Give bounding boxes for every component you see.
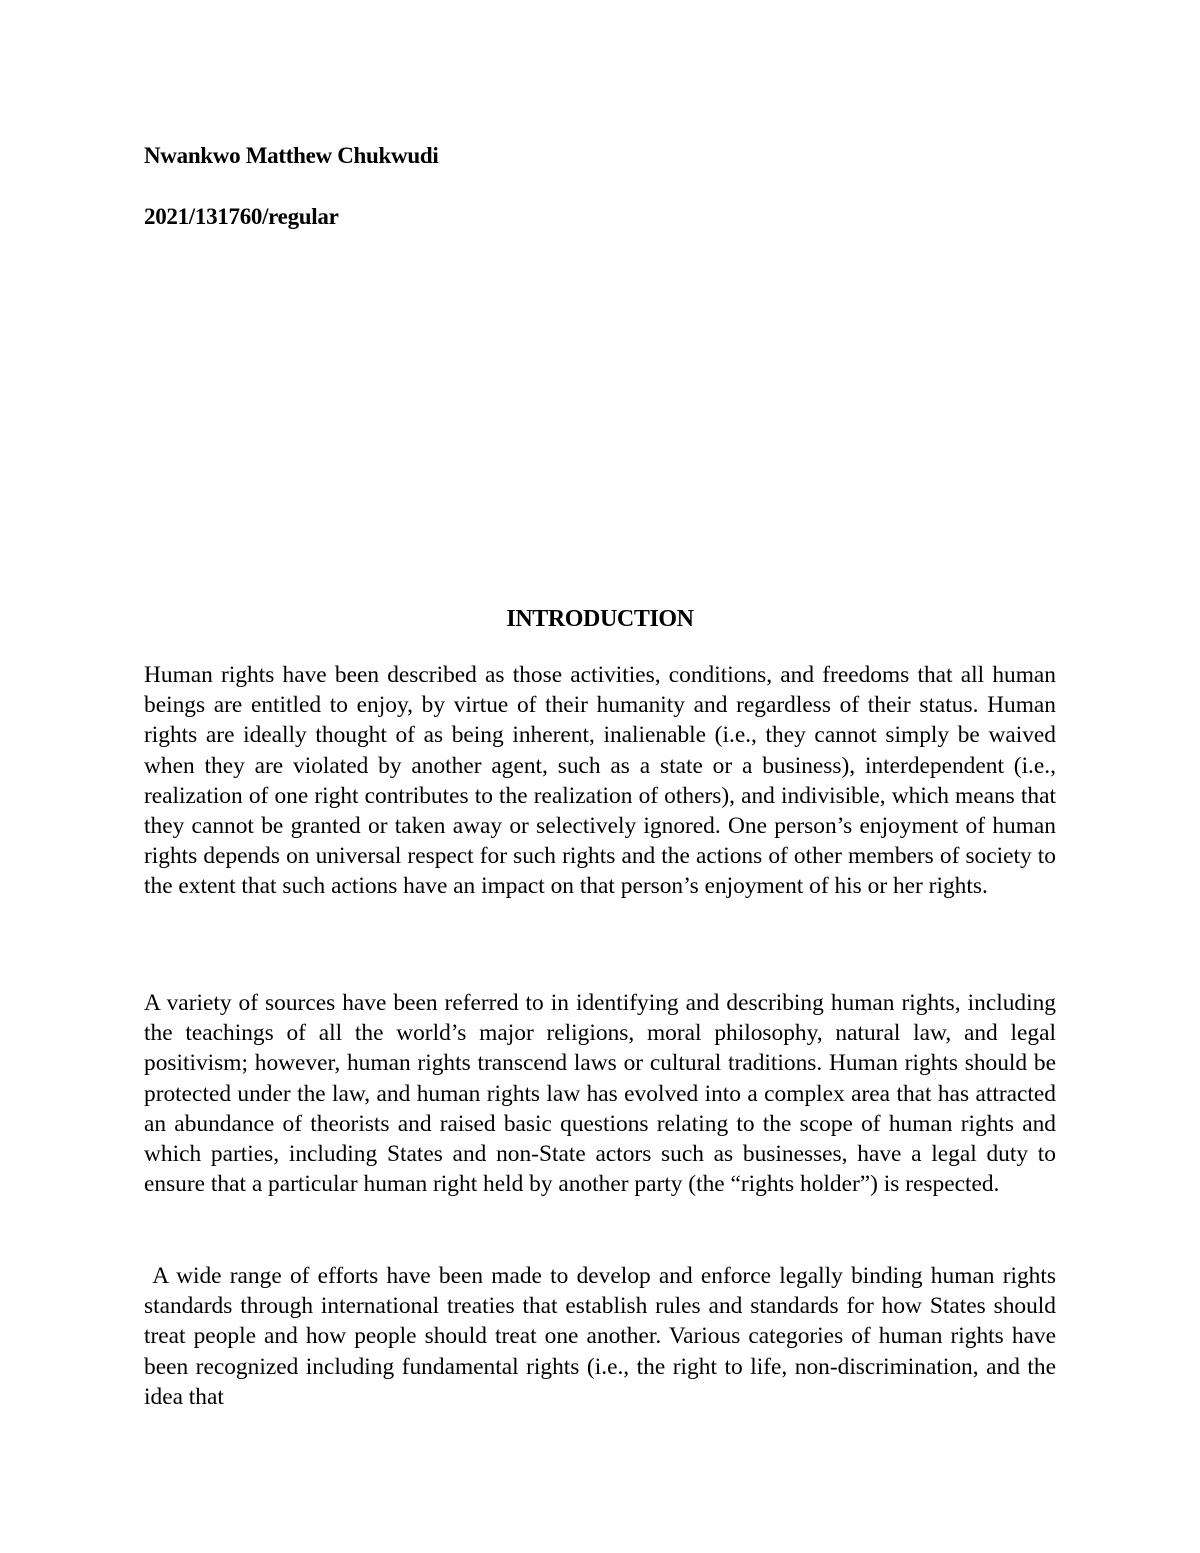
paragraph-3: A wide range of efforts have been made to develop and enforce legally binding human rights standards through international treaties that establish rules and standards for how States should treat people and how people should treat one another. Various categories of human rights have been recognized including fundamental rights (i.e., the right to life, non-discrimination, and the idea that <box>144 1263 1062 1410</box>
paragraph-1: Human rights have been described as those activities, conditions, and freedoms that all human beings are entitled to enjoy, by virtue of their humanity and regardless of their status. Human rights are ideally thought of as being inherent, inalienable (i.e., they cannot simply be waived when they are violated by another agent, such as a state or a business), interdependent (i.e., realization of one right contributes to the realization of others), and indivisible, which means that they cannot be granted or taken away or selectively ignored. One person’s enjoyment of human rights depends on universal respect for such rights and the actions of other members of society to the extent that such actions have an impact on that person’s enjoyment of his or her rights. <box>144 662 1056 900</box>
registration-number: 2021/131760/regular <box>144 204 339 229</box>
author-name: Nwankwo Matthew Chukwudi <box>144 143 439 168</box>
paragraph-2: A variety of sources have been referred to in identifying and describing human rights, including the teachings of all the world’s major religions, moral philosophy, natural law, and legal positivism; however, human rights transcend laws or cultural traditions. Human rights should be protected under the law, and human rights law has evolved into a complex area that has attracted an abundance of theorists and raised basic questions relating to the scope of human rights and which parties, including States and non-State actors such as businesses, have a legal duty to ensure that a particular human right held by another party (the “rights holder”) is respected. <box>144 990 1056 1198</box>
section-heading: INTRODUCTION <box>506 606 694 632</box>
